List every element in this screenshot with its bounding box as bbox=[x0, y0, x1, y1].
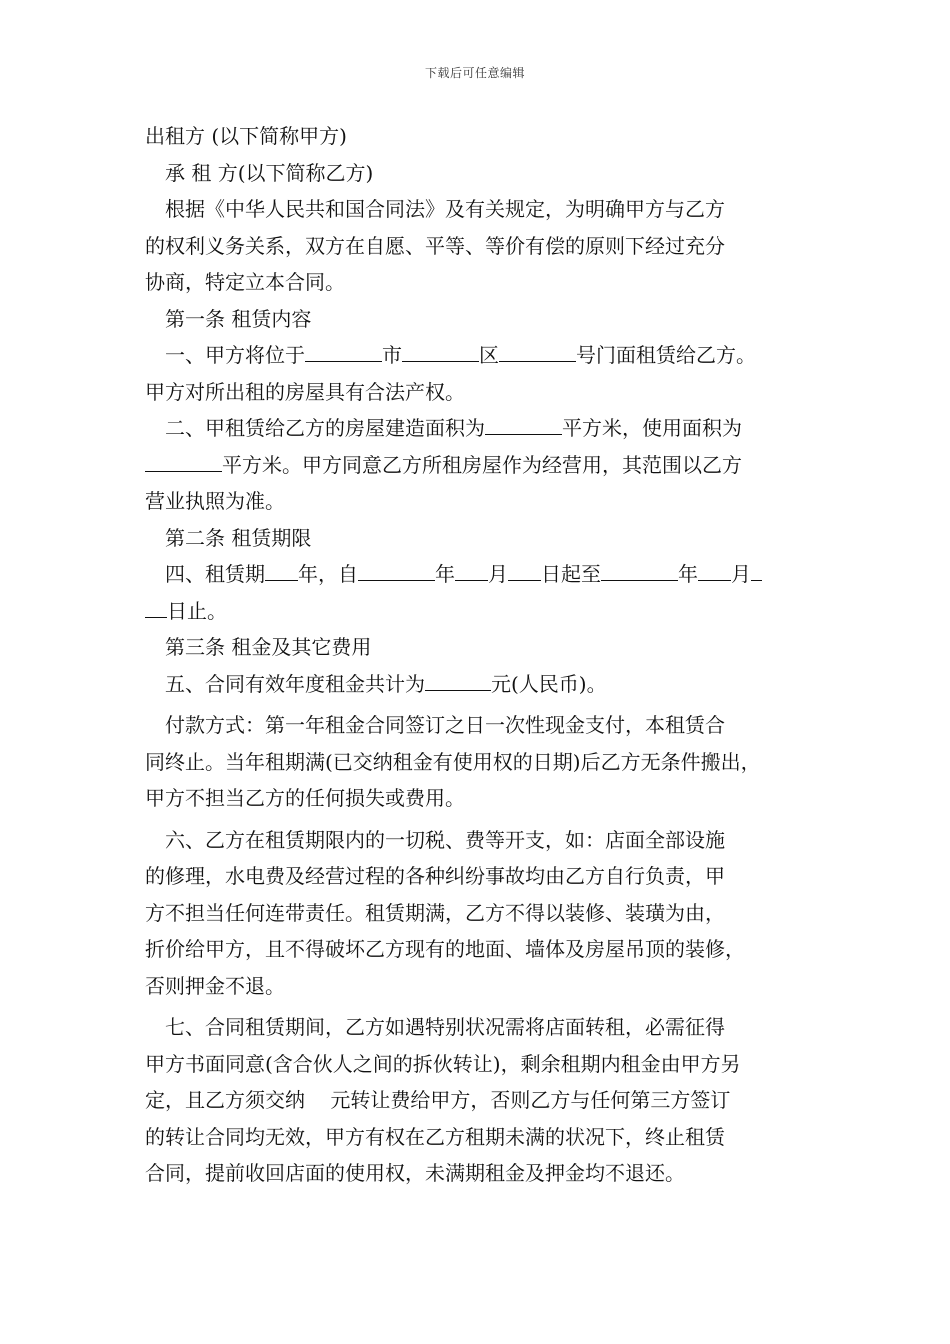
text-line bbox=[145, 191, 815, 228]
text-segment: 年 bbox=[435, 562, 455, 586]
text-line bbox=[145, 1119, 815, 1156]
text-segment: 年，自 bbox=[298, 562, 358, 586]
text-segment: 平方米，使用面积为 bbox=[562, 416, 742, 440]
text-segment: 年 bbox=[678, 562, 698, 586]
text-line bbox=[145, 410, 815, 447]
fill-in-blank bbox=[425, 670, 491, 691]
fill-in-blank bbox=[455, 560, 488, 581]
text-line bbox=[145, 858, 815, 895]
text-segment: 付款方式：第一年租金合同签订之日一次性现金支付，本租赁合 bbox=[165, 713, 725, 737]
text-segment: 第二条 租赁期限 bbox=[165, 525, 312, 550]
text-line bbox=[145, 968, 815, 1005]
text-segment: 同终止。当年租期满(已交纳租金有使用权的日期)后乙方无条件搬出， bbox=[145, 749, 761, 774]
text-segment: 出租方 (以下简称甲方) bbox=[145, 124, 347, 148]
fill-in-blank bbox=[751, 560, 762, 581]
text-line bbox=[145, 593, 815, 630]
text-line bbox=[145, 931, 815, 968]
text-line bbox=[145, 629, 815, 666]
text-line bbox=[145, 780, 815, 817]
text-line bbox=[145, 301, 815, 338]
fill-in-blank bbox=[265, 560, 298, 581]
text-line bbox=[145, 118, 815, 155]
text-line bbox=[145, 666, 815, 703]
text-segment: 日起至 bbox=[541, 562, 601, 586]
text-segment: 六、乙方在租赁期限内的一切税、费等开支，如：店面全部设施 bbox=[165, 827, 725, 852]
text-segment: 第一条 租赁内容 bbox=[165, 306, 312, 331]
text-segment: 五、合同有效年度租金共计为 bbox=[165, 671, 425, 696]
text-line bbox=[145, 707, 815, 744]
text-segment: 根据《中华人民共和国合同法》及有关规定，为明确甲方与乙方 bbox=[165, 197, 725, 221]
fill-in-blank bbox=[485, 414, 562, 435]
text-segment: 否则押金不退。 bbox=[145, 973, 285, 998]
text-segment: 营业执照为准。 bbox=[145, 489, 285, 513]
text-segment: 甲方对所出租的房屋具有合法产权。 bbox=[145, 379, 465, 404]
text-line bbox=[145, 337, 815, 374]
text-line bbox=[145, 822, 815, 859]
text-line bbox=[145, 155, 815, 192]
fill-in-blank bbox=[601, 560, 678, 581]
text-segment: 的修理，水电费及经营过程的各种纠纷事故均由乙方自行负责，甲 bbox=[145, 864, 725, 888]
text-segment: 协商，特定立本合同。 bbox=[145, 270, 345, 294]
text-segment: 一、甲方将位于 bbox=[165, 343, 305, 367]
text-segment: 第三条 租金及其它费用 bbox=[165, 635, 372, 659]
text-line bbox=[145, 1155, 815, 1192]
text-line bbox=[145, 1009, 815, 1046]
text-line bbox=[145, 1082, 815, 1119]
text-segment: 七、合同租赁期间，乙方如遇特别状况需将店面转租，必需征得 bbox=[165, 1015, 725, 1039]
text-line bbox=[145, 374, 815, 411]
text-line bbox=[145, 520, 815, 557]
text-line bbox=[145, 228, 815, 265]
fill-in-blank bbox=[145, 597, 167, 618]
text-line bbox=[145, 1046, 815, 1083]
fill-in-blank bbox=[499, 341, 576, 362]
text-segment: 方不担当任何连带责任。租赁期满，乙方不得以装修、装璜为由， bbox=[145, 900, 725, 925]
text-segment: 月 bbox=[488, 562, 508, 586]
text-segment: 四、租赁期 bbox=[165, 562, 265, 586]
text-segment: 日止。 bbox=[167, 598, 227, 623]
text-line bbox=[145, 744, 815, 781]
contract-body bbox=[145, 118, 815, 1192]
text-segment: 承 租 方(以下简称乙方) bbox=[165, 160, 374, 185]
text-line bbox=[145, 483, 815, 520]
text-segment: 甲方不担当乙方的任何损失或费用。 bbox=[145, 786, 465, 810]
text-segment: 元(人民币)。 bbox=[491, 671, 607, 696]
text-segment: 折价给甲方，且不得破坏乙方现有的地面、墙体及房屋吊顶的装修， bbox=[145, 937, 745, 961]
text-segment: 的转让合同均无效，甲方有权在乙方租期未满的状况下，终止租赁 bbox=[145, 1124, 725, 1149]
fill-in-blank bbox=[508, 560, 541, 581]
text-segment: 号门面租赁给乙方。 bbox=[576, 343, 756, 367]
fill-in-blank bbox=[305, 341, 382, 362]
fill-in-blank bbox=[698, 560, 731, 581]
text-segment: 平方米。甲方同意乙方所租房屋作为经营用，其范围以乙方 bbox=[222, 452, 742, 477]
text-line bbox=[145, 447, 815, 484]
text-line bbox=[145, 264, 815, 301]
text-segment: 定，且乙方须交纳 元转让费给甲方，否则乙方与任何第三方签订 bbox=[145, 1088, 731, 1112]
fill-in-blank bbox=[145, 451, 222, 472]
text-segment: 甲方书面同意(含合伙人之间的拆伙转让)，剩余租期内租金由甲方另 bbox=[145, 1051, 741, 1076]
page-header: 下载后可任意编辑 bbox=[424, 66, 525, 80]
fill-in-blank bbox=[358, 560, 435, 581]
fill-in-blank bbox=[402, 341, 479, 362]
text-line bbox=[145, 895, 815, 932]
text-segment: 的权利义务关系，双方在自愿、平等、等价有偿的原则下经过充分 bbox=[145, 233, 725, 258]
text-segment: 合同，提前收回店面的使用权，未满期租金及押金均不退还。 bbox=[145, 1161, 685, 1185]
text-segment: 二、甲租赁给乙方的房屋建造面积为 bbox=[165, 416, 485, 440]
text-segment: 市 bbox=[382, 343, 402, 367]
text-line bbox=[145, 556, 815, 593]
text-segment: 月 bbox=[731, 562, 751, 586]
text-segment: 区 bbox=[479, 343, 499, 367]
